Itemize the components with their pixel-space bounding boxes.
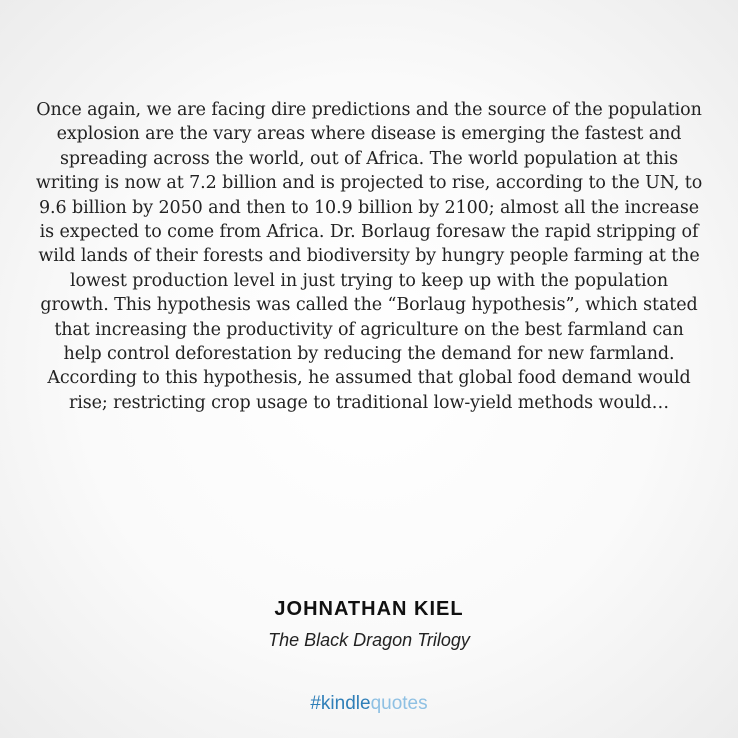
- book-title: The Black Dragon Trilogy: [268, 630, 470, 650]
- hashtag-suffix: quotes: [370, 693, 428, 714]
- author-name: JOHNATHAN KIEL: [274, 598, 464, 620]
- kindle-quotes-hashtag: [0, 693, 738, 715]
- quote-text: Once again, we are facing dire predictions and the source of the population explosion are the vary areas where disease is emerging the fastest and spreading across the world, out of Africa. The world population at this writing is now at 7.2 billion and is projected to rise, according to the UN, to 9.6 billion by 2050 and then to 10.9 billion by 2100; almost all the increase is expected to come from Africa. Dr. Borlaug foresaw the rapid stripping of wild lands of their forests and biodiversity by hungry people farming at the lowest production level in just trying to keep up with the population growth. This hypothesis was called the “Borlaug hypothesis”, which stated that increasing the productivity of agriculture on the best farmland can help control deforestation by reducing the demand for new farmland. According to this hypothesis, he assumed that global food demand would rise; restricting crop usage to traditional low-yield methods would…: [35, 100, 703, 413]
- hashtag-prefix: #kindle: [310, 693, 371, 714]
